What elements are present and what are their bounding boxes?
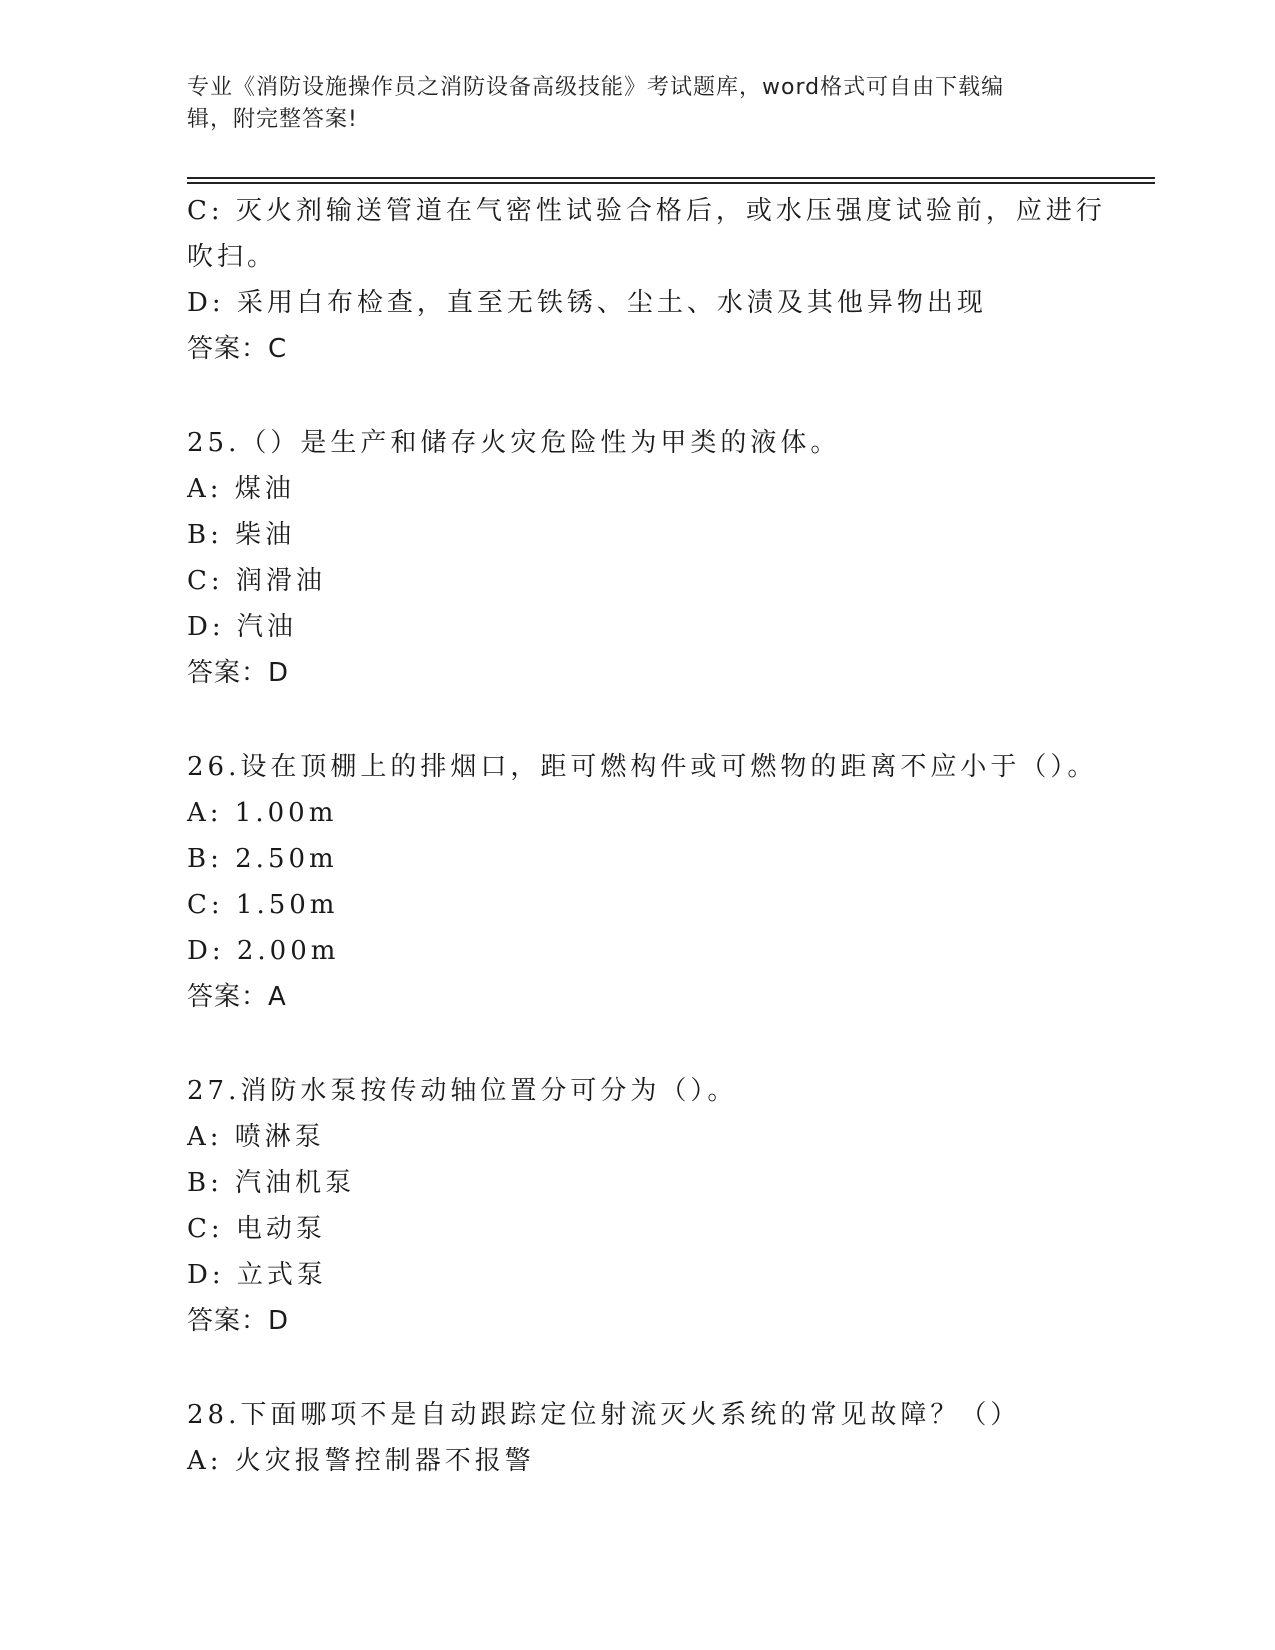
option-a: A: 喷淋泵	[187, 1122, 325, 1152]
option-a: A: 火灾报警控制器不报警	[187, 1446, 535, 1476]
header-divider-top	[187, 177, 1155, 179]
header-line-2: 辑，附完整答案!	[187, 107, 358, 132]
answer: 答案：C	[187, 334, 288, 364]
option-c-continued: 吹扫。	[187, 242, 278, 272]
option-b: B: 2.50m	[187, 844, 338, 874]
option-d: D: 汽油	[187, 612, 297, 642]
header-line-1: 专业《消防设施操作员之消防设备高级技能》考试题库，word格式可自由下载编	[187, 75, 1005, 100]
option-c: C: 1.50m	[187, 890, 339, 920]
question-26	[187, 744, 1098, 1020]
question-list	[187, 188, 1106, 1484]
header-divider-bottom	[187, 182, 1155, 184]
question-24-tail	[187, 188, 1106, 372]
option-b: B: 汽油机泵	[187, 1168, 356, 1198]
question-text: 25.（）是生产和储存火灾危险性为甲类的液体。	[187, 428, 841, 458]
answer: 答案：D	[187, 658, 290, 688]
option-c: C: 电动泵	[187, 1214, 326, 1244]
option-c: C: 灭火剂输送管道在气密性试验合格后，或水压强度试验前，应进行	[187, 196, 1106, 226]
option-d: D: 立式泵	[187, 1260, 327, 1290]
option-d: D: 2.00m	[187, 936, 340, 966]
option-a: A: 1.00m	[187, 798, 338, 828]
spacer	[187, 1344, 1087, 1392]
option-c: C: 润滑油	[187, 566, 326, 596]
question-27	[187, 1068, 1087, 1344]
question-28	[187, 1392, 1087, 1484]
option-b: B: 柴油	[187, 520, 296, 550]
question-25	[187, 420, 1087, 696]
spacer	[187, 696, 1087, 744]
spacer	[187, 372, 1087, 420]
spacer	[187, 1020, 1087, 1068]
answer: 答案：D	[187, 1306, 290, 1336]
option-d: D: 采用白布检查，直至无铁锈、尘土、水渍及其他异物出现	[187, 288, 987, 318]
question-text: 26.设在顶棚上的排烟口，距可燃构件或可燃物的距离不应小于（）。	[187, 752, 1098, 782]
option-a: A: 煤油	[187, 474, 295, 504]
question-text: 28.下面哪项不是自动跟踪定位射流灭火系统的常见故障？（）	[187, 1400, 1021, 1430]
document-header	[187, 72, 1067, 136]
question-text: 27.消防水泵按传动轴位置分可分为（）。	[187, 1076, 738, 1106]
answer: 答案：A	[187, 982, 287, 1012]
